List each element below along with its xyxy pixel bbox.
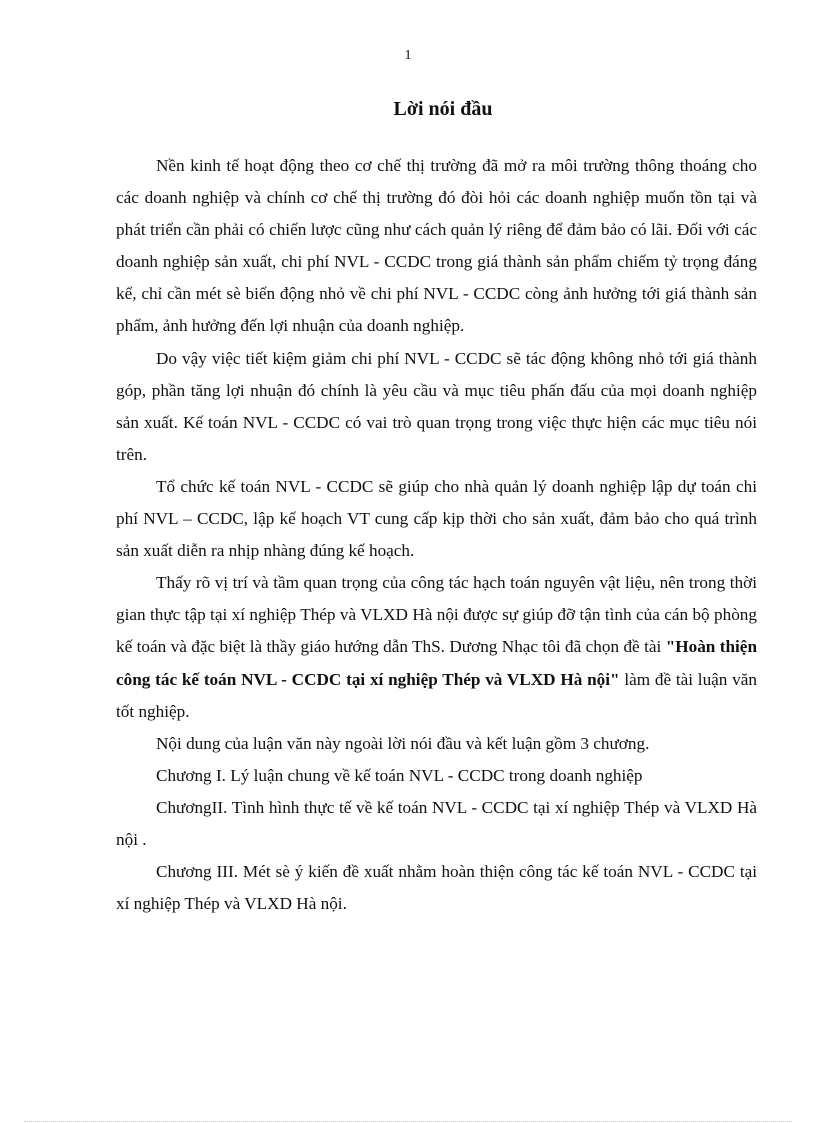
- chapter-2-summary: ChươngII. Tình hình thực tế về kế toán NVL - CCDC tại xí nghiệp Thép và VLXD Hà nội .: [116, 797, 757, 849]
- thesis-topic-title: "Hoàn thiện công tác kế toán NVL - CCDC tại xí nghiệp Thép và VLXD Hà nội": [116, 637, 757, 689]
- paragraph-accounting-organization: Tổ chức kế toán NVL - CCDC sẽ giúp cho nhà quản lý doanh nghiệp lập dự toán chi phí NVL – CCDC, lập kế hoạch VT cung cấp kịp thời cho sản xuất, đảm bảo cho quá trình sản xuất diễn ra nhịp nhàng đúng kế hoạch.: [116, 476, 757, 561]
- page-bottom-rule: [24, 1121, 792, 1122]
- paragraph-topic-choice: [116, 567, 757, 727]
- document-title: Lời nói đầu: [393, 98, 493, 120]
- paragraph-contents-overview: Nội dung của luận văn này ngoài lời nói đầu và kết luận gồm 3 chương.: [156, 733, 650, 753]
- topic-lead-text: Thấy rõ vị trí và tầm quan trọng của công tác hạch toán nguyên vật liệu, nên trong thời gian thực tập tại xí nghiệp Thép và VLXD Hà nội được sự giúp đỡ tận tình của cán bộ phòng kế toán và đặc biệt là thầy giáo hướng dẫn ThS. Dương Nhạc tôi đã chọn đề tài: [116, 573, 757, 657]
- document-body: [116, 150, 757, 920]
- paragraph-intro: Nền kinh tế hoạt động theo cơ chế thị trường đã mở ra môi trường thông thoáng cho các doanh nghiệp và chính cơ chế thị trường đó đòi hỏi các doanh nghiệp muốn tồn tại và phát triển cần phải có chiến lược cũng như cách quản lý riêng để đảm bảo có lãi. Đối với các doanh nghiệp sản xuất, chi phí NVL - CCDC trong giá thành sản phẩm chiếm tỷ trọng đáng kể, chỉ cần mét sè biến động nhỏ về chi phí NVL - CCDC còng ảnh hưởng tới giá thành sản phẩm, ảnh hưởng đến lợi nhuận của doanh nghiệp.: [116, 156, 757, 336]
- paragraph-cost-saving: Do vậy việc tiết kiệm giảm chi phí NVL - CCDC sẽ tác động không nhỏ tới giá thành góp, phần tăng lợi nhuận đó chính là yêu cầu và mục tiêu phấn đấu của mọi doanh nghiệp sản xuất. Kế toán NVL - CCDC có vai trò quan trọng trong việc thực hiện các mục tiêu nói trên.: [116, 348, 757, 464]
- page-number: 1: [404, 48, 412, 63]
- chapter-1-summary: Chương I. Lý luận chung về kế toán NVL - CCDC trong doanh nghiệp: [156, 765, 643, 785]
- chapter-3-summary: Chương III. Mét sè ý kiến đề xuất nhằm hoàn thiện công tác kế toán NVL - CCDC tại xí nghiệp Thép và VLXD Hà nội.: [116, 862, 757, 914]
- topic-tail-text: làm đề tài luận văn tốt nghiệp.: [116, 669, 757, 721]
